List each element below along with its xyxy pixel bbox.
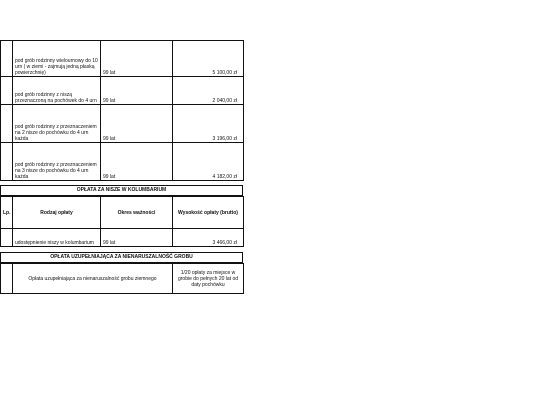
fee-amount: 3 196,00 zł [173,105,244,143]
table-row [1,41,244,77]
fee-description: udostępnienie niszy w kolumbarium [13,229,101,247]
supplement-section-title: OPŁATA UZUPEŁNIAJĄCA ZA NIENARUSZALNOŚĆ GROBU [0,252,243,263]
fee-description: pod grób rodzinny z przeznaczeniem na 3 nisze do pochówku do 4 urn każda [13,143,101,181]
header-lp: Lp. [1,197,13,229]
fee-description: pod grób rodzinny wielournowy do 10 urn ( w ziemi - zajmują jedną płaską powierzchnię) [13,41,101,77]
supplement-description: Opłata uzupełniająca za nienaruszalność grobu ziemnego [13,264,173,294]
validity-period: 99 lat [101,41,173,77]
grave-fees-table [0,40,244,181]
fee-description: pod grób rodzinny z niszą przeznaczoną na pochówek do 4 urn [13,77,101,105]
fee-description: pod grób rodzinny z przeznaczeniem na 2 nisze do pochówku do 4 urn każda [13,105,101,143]
empty-cell [1,264,13,294]
supplement-table [0,263,244,294]
header-type: Rodzaj opłaty [13,197,101,229]
row-number [1,41,13,77]
table-row [1,264,244,294]
validity-period: 99 lat [101,143,173,181]
columbarium-section-title: OPŁATA ZA NISZE W KOLUMBARIUM [0,185,243,196]
row-number [1,105,13,143]
table-row [1,143,244,181]
header-validity: Okres ważności [101,197,173,229]
fee-amount: 2 040,00 zł [173,77,244,105]
fee-amount: 4 182,00 zł [173,143,244,181]
validity-period: 99 lat [101,105,173,143]
columbarium-table [0,196,244,247]
row-number [1,143,13,181]
validity-period: 99 lat [101,229,173,247]
fee-amount: 5 100,00 zł [173,41,244,77]
row-number [1,229,13,247]
table-row [1,77,244,105]
header-price: Wysokość opłaty (brutto) [173,197,244,229]
table-header-row [1,197,244,229]
supplement-rate: 1/20 opłaty za miejsce w grobie do pełnych 20 lat od daty pochówku [173,264,244,294]
validity-period: 99 lat [101,77,173,105]
table-row [1,229,244,247]
row-number [1,77,13,105]
fee-amount: 3 466,00 zł [173,229,244,247]
table-row [1,105,244,143]
